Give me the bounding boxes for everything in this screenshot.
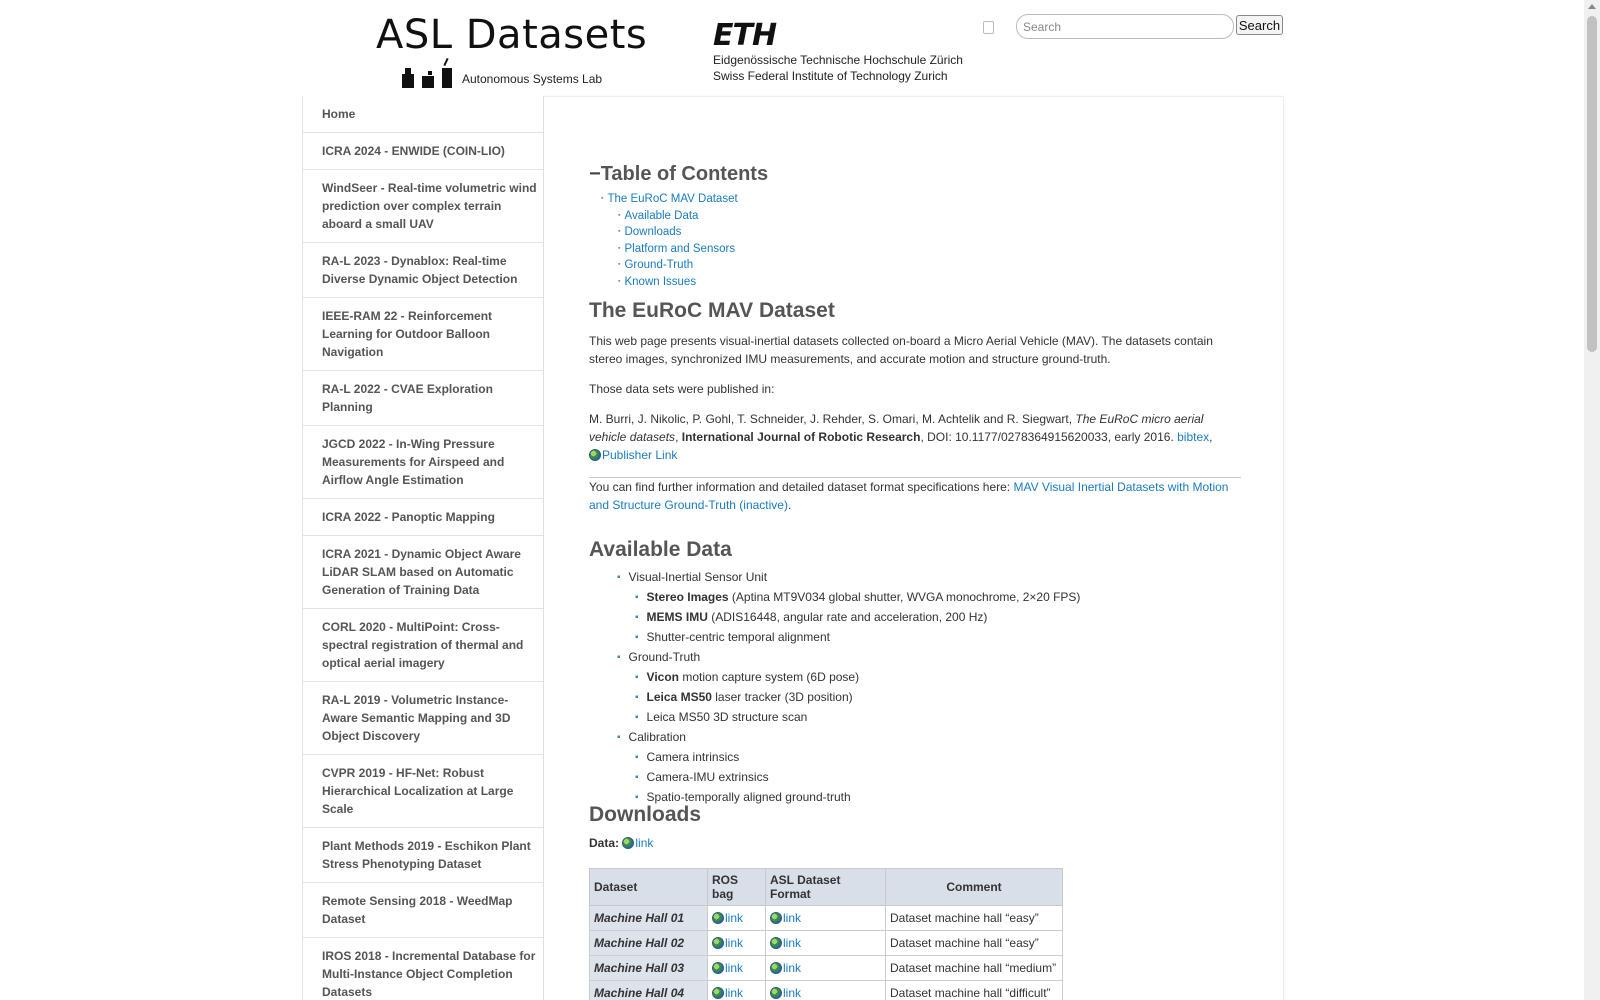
sidebar-item-ieee-ram-22[interactable]: IEEE-RAM 22 - Reinforcement Learning for Outdoor Balloon Navigation <box>303 298 544 371</box>
list-item: ▪ Camera intrinsics <box>635 748 1080 768</box>
col-ros-bag: ROS bag <box>708 869 766 906</box>
sidebar-item-ral-2023[interactable]: RA-L 2023 - Dynablox: Real-time Diverse Dynamic Object Detection <box>303 243 544 298</box>
globe-icon <box>770 987 782 999</box>
eth-name-en: Swiss Federal Institute of Technology Zurich <box>713 69 948 83</box>
ros-bag-link[interactable]: link <box>725 986 744 1000</box>
toc-link-ground-truth[interactable]: Ground-Truth <box>624 259 694 271</box>
sidebar-item-ral-2022[interactable]: RA-L 2022 - CVAE Exploration Planning <box>303 371 544 426</box>
downloads-table <box>589 868 1063 1000</box>
list-item: ▪ Calibration ▪ Camera intrinsics ▪ Camera-IMU extrinsics ▪ Spatio-temporally aligned ground-truth <box>617 728 1080 808</box>
table-row: Machine Hall 04 link link Dataset machine hall “difficult” <box>590 981 1063 1000</box>
site-header <box>0 0 1584 96</box>
sidebar-item-jgcd-2022[interactable]: JGCD 2022 - In-Wing Pressure Measurements for Airspeed and Airflow Angle Estimation <box>303 426 544 499</box>
globe-icon <box>770 912 782 924</box>
toc-link-downloads[interactable]: Downloads <box>624 226 682 238</box>
list-item: ▪ Spatio-temporally aligned ground-truth <box>635 788 1080 808</box>
list-item: ▪ MEMS IMU (ADIS16448, angular rate and acceleration, 200 Hz) <box>635 608 1080 628</box>
main-content <box>544 96 1284 1000</box>
table-row: Machine Hall 03 link link Dataset machine hall “medium” <box>590 956 1063 981</box>
toc-title: −Table of Contents <box>589 163 769 185</box>
asl-format-link[interactable]: link <box>783 936 802 950</box>
sidebar-item-icra-2021[interactable]: ICRA 2021 - Dynamic Object Aware LiDAR SLAM based on Automatic Generation of Training Data <box>303 536 544 609</box>
list-item: ▪ Stereo Images (Aptina MT9V034 global shutter, WVGA monochrome, 2×20 FPS) <box>635 588 1080 608</box>
eth-name-de: Eidgenössische Technische Hochschule Zürich <box>713 53 963 67</box>
globe-icon <box>770 937 782 949</box>
lab-name: Autonomous Systems Lab <box>462 72 603 86</box>
toc-link-platform-sensors[interactable]: Platform and Sensors <box>624 242 736 255</box>
sidebar-item-corl-2020[interactable]: CORL 2020 - MultiPoint: Cross-spectral registration of thermal and optical aerial imagery <box>303 609 544 682</box>
site-title[interactable]: ASL Datasets <box>376 12 648 58</box>
ros-bag-link[interactable]: link <box>725 961 744 975</box>
sidebar-item-plant-methods-2019[interactable]: Plant Methods 2019 - Eschikon Plant Stress Phenotyping Dataset <box>303 828 544 883</box>
table-row: Machine Hall 02 link link Dataset machine hall “easy” <box>590 931 1063 956</box>
globe-icon <box>712 987 724 999</box>
globe-icon <box>622 837 634 849</box>
citation-title: The EuRoC micro aerial vehicle datasets <box>589 412 1204 444</box>
asl-format-link[interactable]: link <box>783 961 802 975</box>
toc-toggle[interactable]: − <box>589 163 601 185</box>
search-input[interactable] <box>1016 14 1234 39</box>
header-checkbox[interactable] <box>983 21 994 34</box>
sidebar-item-windseer[interactable]: WindSeer - Real-time volumetric wind prediction over complex terrain aboard a small UAV <box>303 170 544 243</box>
sidebar-item-cvpr-2019[interactable]: CVPR 2019 - HF-Net: Robust Hierarchical Localization at Large Scale <box>303 755 544 828</box>
asl-format-link[interactable]: link <box>783 911 802 925</box>
further-info: You can find further information and detailed dataset format specifications here: MAV Visual Inertial Datasets with Motion and Structure Ground-Truth (inactive). <box>589 480 1229 512</box>
page-scrollbar[interactable] <box>1584 0 1600 1000</box>
table-of-contents <box>601 192 738 291</box>
list-item: ▪ Ground-Truth ▪ Vicon motion capture system (6D pose) ▪ Leica MS50 laser tracker (3D position) ▪ Leica MS50 3D structure scan <box>617 648 1080 728</box>
citation: M. Burri, J. Nikolic, P. Gohl, T. Schneider, J. Rehder, S. Omari, M. Achtelik and R. Siegwart, The EuRoC micro aerial vehicle datasets, International Journal of Robotic Research, DOI: 10.1177/0278364915620033, early 2016. bibtex, Publisher Link <box>589 412 1213 462</box>
sidebar-item-icra-2022[interactable]: ICRA 2022 - Panoptic Mapping <box>303 499 544 536</box>
citation-journal: International Journal of Robotic Research <box>681 430 921 444</box>
sidebar-item-ral-2019[interactable]: RA-L 2019 - Volumetric Instance-Aware Semantic Mapping and 3D Object Discovery <box>303 682 544 755</box>
available-data-list <box>617 568 1080 808</box>
sidebar-item-remote-sensing-2018[interactable]: Remote Sensing 2018 - WeedMap Dataset <box>303 883 544 938</box>
scroll-up-arrow-icon[interactable] <box>1588 4 1596 9</box>
published-in: Those data sets were published in: <box>589 382 775 396</box>
globe-icon <box>770 962 782 974</box>
list-item: ▪ Shutter-centric temporal alignment <box>635 628 1080 648</box>
globe-icon <box>712 937 724 949</box>
robots-logo-icon <box>402 68 452 88</box>
page-heading: The EuRoC MAV Dataset <box>589 299 835 322</box>
sidebar-item-icra-2024[interactable]: ICRA 2024 - ENWIDE (COIN-LIO) <box>303 133 544 170</box>
asl-format-link[interactable]: link <box>783 986 802 1000</box>
eth-logo[interactable]: ETH <box>713 18 777 53</box>
col-comment: Comment <box>886 869 1063 906</box>
toc-link-known-issues[interactable]: Known Issues <box>624 275 697 288</box>
scrollbar-thumb[interactable] <box>1587 16 1597 352</box>
bibtex-link[interactable]: bibtex <box>1177 430 1210 444</box>
table-row: Machine Hall 01 link link Dataset machine hall “easy” <box>590 906 1063 931</box>
col-dataset: Dataset <box>590 869 708 906</box>
available-data-heading: Available Data <box>589 538 732 561</box>
downloads-heading: Downloads <box>589 803 702 826</box>
toc-link-euroc[interactable]: The EuRoC MAV Dataset <box>607 193 738 205</box>
intro-paragraph: This web page presents visual-inertial datasets collected on-board a Micro Aerial Vehicle (MAV). The datasets contain stereo images, synchronized IMU measurements, and accurate motion and structure ground-truth. <box>589 334 1213 366</box>
asl-logo[interactable] <box>402 60 602 88</box>
globe-icon <box>712 962 724 974</box>
ros-bag-link[interactable]: link <box>725 936 744 950</box>
col-asl-format: ASL Dataset Format <box>766 869 886 906</box>
ros-bag-link[interactable]: link <box>725 911 744 925</box>
list-item: ▪ Visual-Inertial Sensor Unit ▪ Stereo Images (Aptina MT9V034 global shutter, WVGA monochrome, 2×20 FPS) ▪ MEMS IMU (ADIS16448, angular rate and acceleration, 200 Hz) ▪ Shutter-centric temporal alignment <box>617 568 1080 648</box>
publisher-link[interactable]: Publisher Link <box>602 448 678 462</box>
dataset-spec-link[interactable]: MAV Visual Inertial Datasets with Motion and Structure Ground-Truth (inactive) <box>589 480 1229 512</box>
sidebar-item-home[interactable]: Home <box>303 96 544 133</box>
list-item: ▪ Vicon motion capture system (6D pose) <box>635 668 1080 688</box>
data-download-link[interactable]: link <box>635 836 654 850</box>
sidebar-nav <box>302 96 544 1000</box>
globe-icon <box>589 449 601 461</box>
list-item: ▪ Leica MS50 laser tracker (3D position) <box>635 688 1080 708</box>
search-button[interactable]: Search <box>1236 15 1283 35</box>
list-item: ▪ Camera-IMU extrinsics <box>635 768 1080 788</box>
toc-link-available-data[interactable]: Available Data <box>624 209 699 222</box>
globe-icon <box>712 912 724 924</box>
list-item: ▪ Leica MS50 3D structure scan <box>635 708 1080 728</box>
sidebar-item-iros-2018[interactable]: IROS 2018 - Incremental Database for Multi-Instance Object Completion Datasets <box>303 938 544 1000</box>
data-link-row: Data: link <box>589 836 654 850</box>
